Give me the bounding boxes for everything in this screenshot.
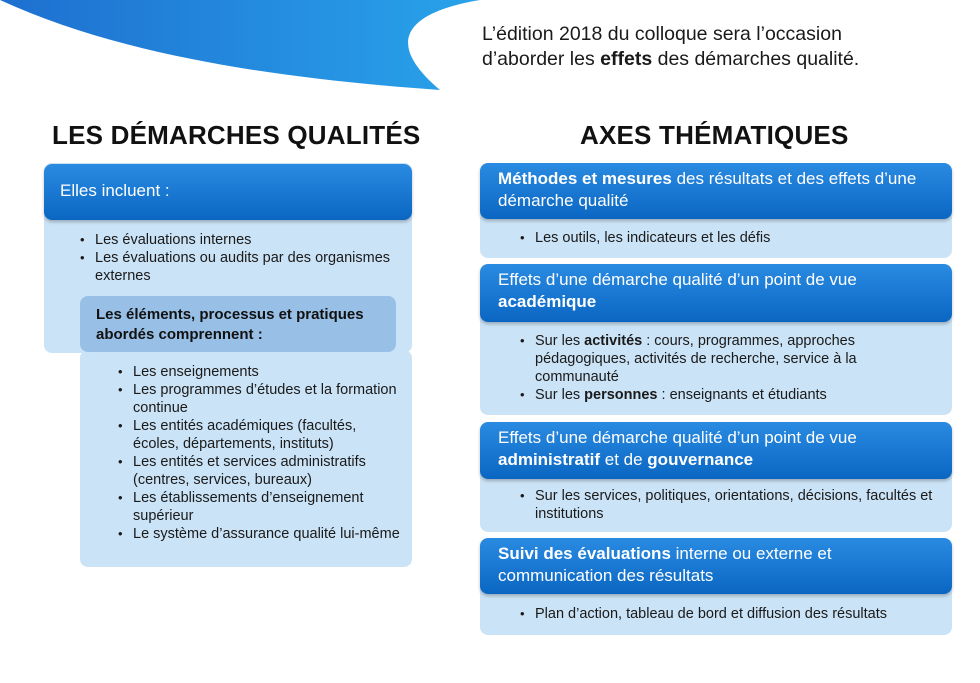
intro-line-2-end: des démarches qualité. <box>652 48 860 70</box>
card-header-text: Effets d’une démarche qualité d’un point de vue <box>498 428 857 447</box>
card-list <box>518 605 938 623</box>
list-item: • Sur les services, politiques, orientations, décisions, facultés et institutions <box>518 487 938 523</box>
card-list <box>518 487 938 523</box>
card-header-text: interne ou externe et communication des résultats <box>498 544 832 585</box>
list-item: • Plan d’action, tableau de bord et diffusion des résultats <box>518 605 938 623</box>
item-suffix: : enseignants et étudiants <box>657 387 827 403</box>
list-item: • Les outils, les indicateurs et les défis <box>518 229 938 247</box>
list-item: • Les établissements d’enseignement supérieur <box>116 489 406 525</box>
card-header-bold: Méthodes et mesures <box>498 169 672 188</box>
list-item <box>518 386 938 404</box>
left-panel-list <box>78 231 398 285</box>
intro-text <box>482 22 962 72</box>
card-list <box>518 229 938 247</box>
card-header-text: des résultats et des effets d’une démarche qualité <box>498 169 917 210</box>
list-item: • Le système d’assurance qualité lui-même <box>116 525 406 543</box>
list-item: • Les évaluations ou audits par des organismes externes <box>78 249 398 285</box>
left-panel-header: Elles incluent : <box>44 164 412 220</box>
item-bold: activités <box>584 333 643 349</box>
card-header-text: Effets d’une démarche qualité d’un point de vue <box>498 270 857 289</box>
intro-line-2 <box>482 47 962 72</box>
intro-line-1: L’édition 2018 du colloque sera l’occasion <box>482 23 842 45</box>
list-item: • Les entités académiques (facultés, écoles, départements, instituts) <box>116 417 406 453</box>
card-header <box>480 538 952 594</box>
item-suffix: : cours, programmes, approches pédagogiques, activités de recherche, service à la communauté <box>535 333 857 385</box>
intro-line-2-start: d’aborder les <box>482 48 601 70</box>
inner-panel-header: Les éléments, processus et pratiques abordés comprennent : <box>80 296 396 352</box>
item-prefix: Sur les <box>535 387 585 403</box>
left-column-title: LES DÉMARCHES QUALITÉS <box>52 120 421 150</box>
card-list <box>518 332 938 404</box>
card-header-bold: Suivi des évaluations <box>498 544 671 563</box>
card-header-text: et de <box>600 450 648 469</box>
list-item: • Les enseignements <box>116 363 406 381</box>
intro-emphasis: effets <box>600 48 653 70</box>
list-item: • Les programmes d’études et la formation continue <box>116 381 406 417</box>
list-item <box>518 332 938 386</box>
list-item: • Les entités et services administratifs (centres, services, bureaux) <box>116 453 406 489</box>
item-bold: personnes <box>584 387 658 403</box>
right-column-title: AXES THÉMATIQUES <box>580 120 849 150</box>
card-header <box>480 264 952 322</box>
card-header-bold: administratif <box>498 450 601 469</box>
inner-panel-list <box>116 363 406 543</box>
card-header <box>480 163 952 219</box>
card-header-bold: académique <box>498 292 597 311</box>
decorative-swoosh <box>0 0 480 92</box>
card-header <box>480 422 952 479</box>
list-item: • Les évaluations internes <box>78 231 398 249</box>
card-header-bold: gouvernance <box>647 450 754 469</box>
item-prefix: Sur les <box>535 333 585 349</box>
